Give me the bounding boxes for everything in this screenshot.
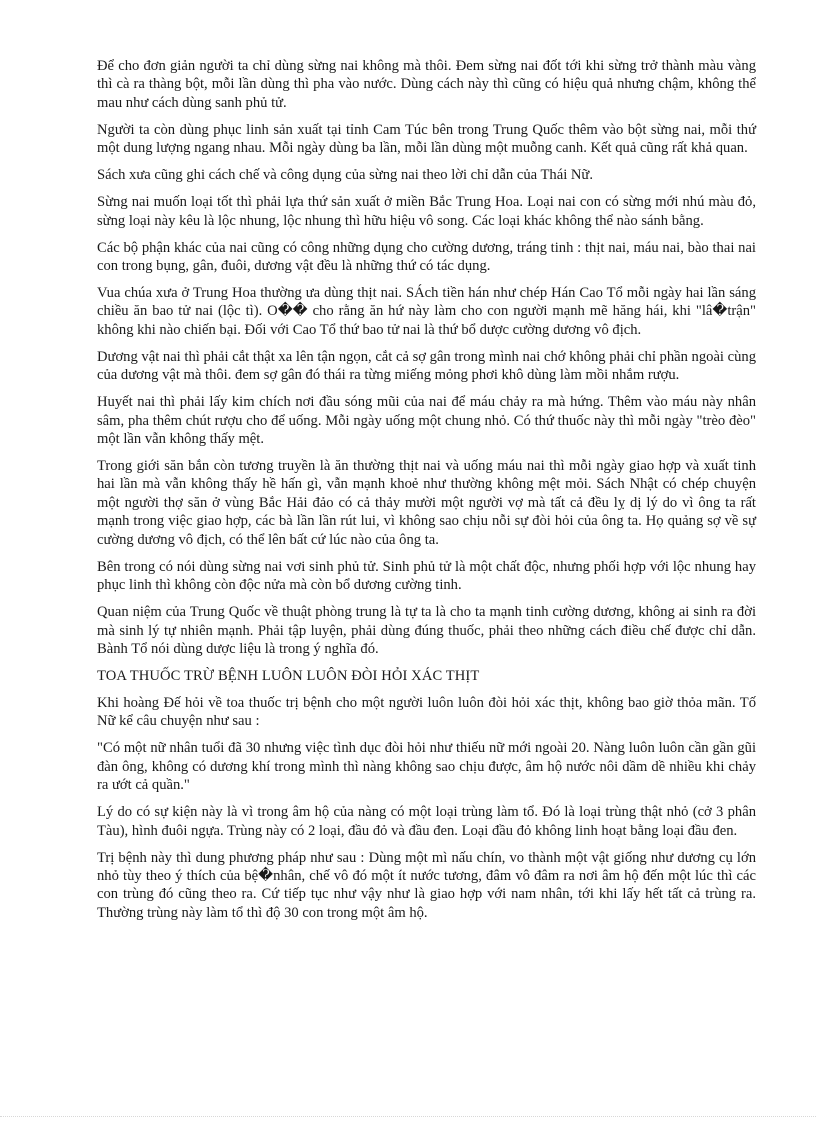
- paragraph-other-parts: Các bộ phận khác của nai cũng có công những dụng cho cường dương, tráng tinh : thịt nai, máu nai, bào thai nai con trong bụng, gân, đuôi, dương vật đều là những thứ có tác dụng.: [97, 239, 756, 275]
- paragraph-deer-penis: Dương vật nai thì phải cắt thật xa lên tận ngọn, cắt cả sợ gân trong mình nai chớ không phải chỉ phần ngoài cùng của dương vật mà thôi. đem sợ gân đó thái ra từng miếng mỏng phơi khô dùng làm mồi nhắm rượu.: [97, 348, 756, 384]
- paragraph-hoang-de-question: Khi hoàng Đế hỏi về toa thuốc trị bệnh cho một người luôn luôn đòi hỏi xác thịt, không bao giờ thỏa mãn. Tố Nữ kể câu chuyện như sau :: [97, 694, 756, 730]
- paragraph-sinh-phu-tu: Bên trong có nói dùng sừng nai vơi sinh phủ tử. Sinh phủ tử là một chất độc, nhưng phối hợp với lộc nhung hay phục linh thì không còn độc nửa mà còn bổ dương cường tinh.: [97, 558, 756, 594]
- paragraph-ancient-books: Sách xưa cũng ghi cách chế và công dụng của sừng nai theo lời chỉ dẫn của Thái Nữ.: [97, 167, 593, 184]
- paragraph-loc-nhung: Sừng nai muốn loại tốt thì phải lựa thứ sản xuất ở miền Bắc Trung Hoa. Loại nai con có sừng mới nhú màu đỏ, sừng loại này kêu là lộc nhung, lộc nhung thì hữu hiệu vô song. Các loại khác không thể nào sánh bằng.: [97, 194, 756, 229]
- paragraph-deer-horn-powder: Để cho đơn giản người ta chỉ dùng sừng nai không mà thôi. Đem sừng nai đốt tới khi sừng trở thành màu vàng thì cà ra thàng bột, mỗi lần dùng thì pha vào nước. Dùng cách này thì cũng có hiệu quả nhưng chậm, không thể mau như cách dùng sanh phủ tử.: [97, 58, 756, 111]
- paragraph-chinese-concept: Quan niệm của Trung Quốc về thuật phòng trung là tự ta là cho ta mạnh tinh cường dương, không ai sinh ra đời mà sinh lý tự nhiên mạnh. Phải tập luyện, phải dùng đúng thuốc, phải theo những cách điều chế được chỉ dẫn. Bành Tổ nói dùng dược liệu là trong ý nghĩa đó.: [97, 604, 756, 657]
- document-page: [97, 57, 756, 931]
- paragraph-emperors: Vua chúa xưa ở Trung Hoa thường ưa dùng thịt nai. SÁch tiền hán như chép Hán Cao Tổ mỗi ngày hai lần sáng chiều ăn bao tử nai (lộc tì). O�� cho rằng ăn hứ này làm cho con người mạnh mẽ hăng hái, khi "lâ�trận" không khi nào chiến bại. Đối với Cao Tổ thứ bao tử nai là thứ bổ dược cường dương vô địch.: [97, 285, 756, 338]
- paragraph-hunters: Trong giới săn bắn còn tương truyền là ăn thường thịt nai và uống máu nai thì mỗi ngày giao hợp và xuất tinh hai lần mà vẫn không thấy hề hấn gì, vẫn mạnh khoẻ như thường không mệt mỏi. Sách Nhật có chép chuyện một người thợ săn ở vùng Bắc Hải đảo có cả thảy mười một người vợ mà tất cả đều lỵ dị lý do vì ông ta rất mạnh trong việc giao hợp, các bà lần lần rút lui, vì không sao chịu nỗi sự đòi hỏi của ông ta. Họ quảng sợ về sự cường dương vô địch, có thể lên bất cứ lúc nào của ông ta.: [97, 458, 756, 548]
- paragraph-treatment: Trị bệnh này thì dung phương pháp như sau : Dùng một mì nấu chín, vo thành một vật giống như dương cụ lớn nhỏ tùy theo ý thích của bệ�nhân, chế vô đó một ít nước tương, đâm vô đâm ra nơi âm hộ đến một lúc thì các con trùng đó cũng theo ra. Cứ tiếp tục như vậy như là giao hợp với nam nhân, tới khi lấy hết tất cả trùng ra. Thường trùng này làm tổ thì độ 30 con trong một âm hộ.: [97, 849, 756, 921]
- paragraph-deer-blood: Huyết nai thì phải lấy kim chích nơi đầu sóng mũi của nai để máu chảy ra mà hứng. Thêm vào máu này nhân sâm, pha thêm chút rượu cho để uống. Mỗi ngày uống một chung nhỏ. Có thứ thuốc này thì mỗi ngày "trèo đèo" một lần vẫn không thấy mệt.: [97, 394, 756, 448]
- section-heading: TOA THUỐC TRỪ BỆNH LUÔN LUÔN ĐÒI HỎI XÁC THỊT: [97, 667, 480, 684]
- paragraph-phuc-linh: Người ta còn dùng phục linh sản xuất tại tỉnh Cam Túc bên trong Trung Quốc thêm vào bột sừng nai, mỗi thứ một dung lượng ngang nhau. Mỗi ngày dùng ba lần, mỗi lần dùng một muỗng canh. Kết quả cũng rất khả quan.: [97, 121, 756, 157]
- paragraph-cause: Lý do có sự kiện này là vì trong âm hộ của nàng có một loại trùng làm tổ. Đó là loại trùng thật nhỏ (cở 3 phân Tàu), hình đuôi ngựa. Trùng này có 2 loại, đầu đỏ và đầu đen. Loại đầu đỏ không linh hoạt bằng loại đầu đen.: [97, 804, 756, 839]
- page-bottom-divider: [0, 1116, 816, 1117]
- paragraph-quote: "Có một nữ nhân tuổi đã 30 nhưng việc tình dục đòi hỏi như thiếu nữ mới ngoài 20. Nàng luôn luôn cần gần gũi đàn ông, không có dương khí trong mình thì nàng không sao chịu được, âm hộ nước nôi dầm dề nhiều khi chảy ra ướt cả quần.": [97, 740, 756, 794]
